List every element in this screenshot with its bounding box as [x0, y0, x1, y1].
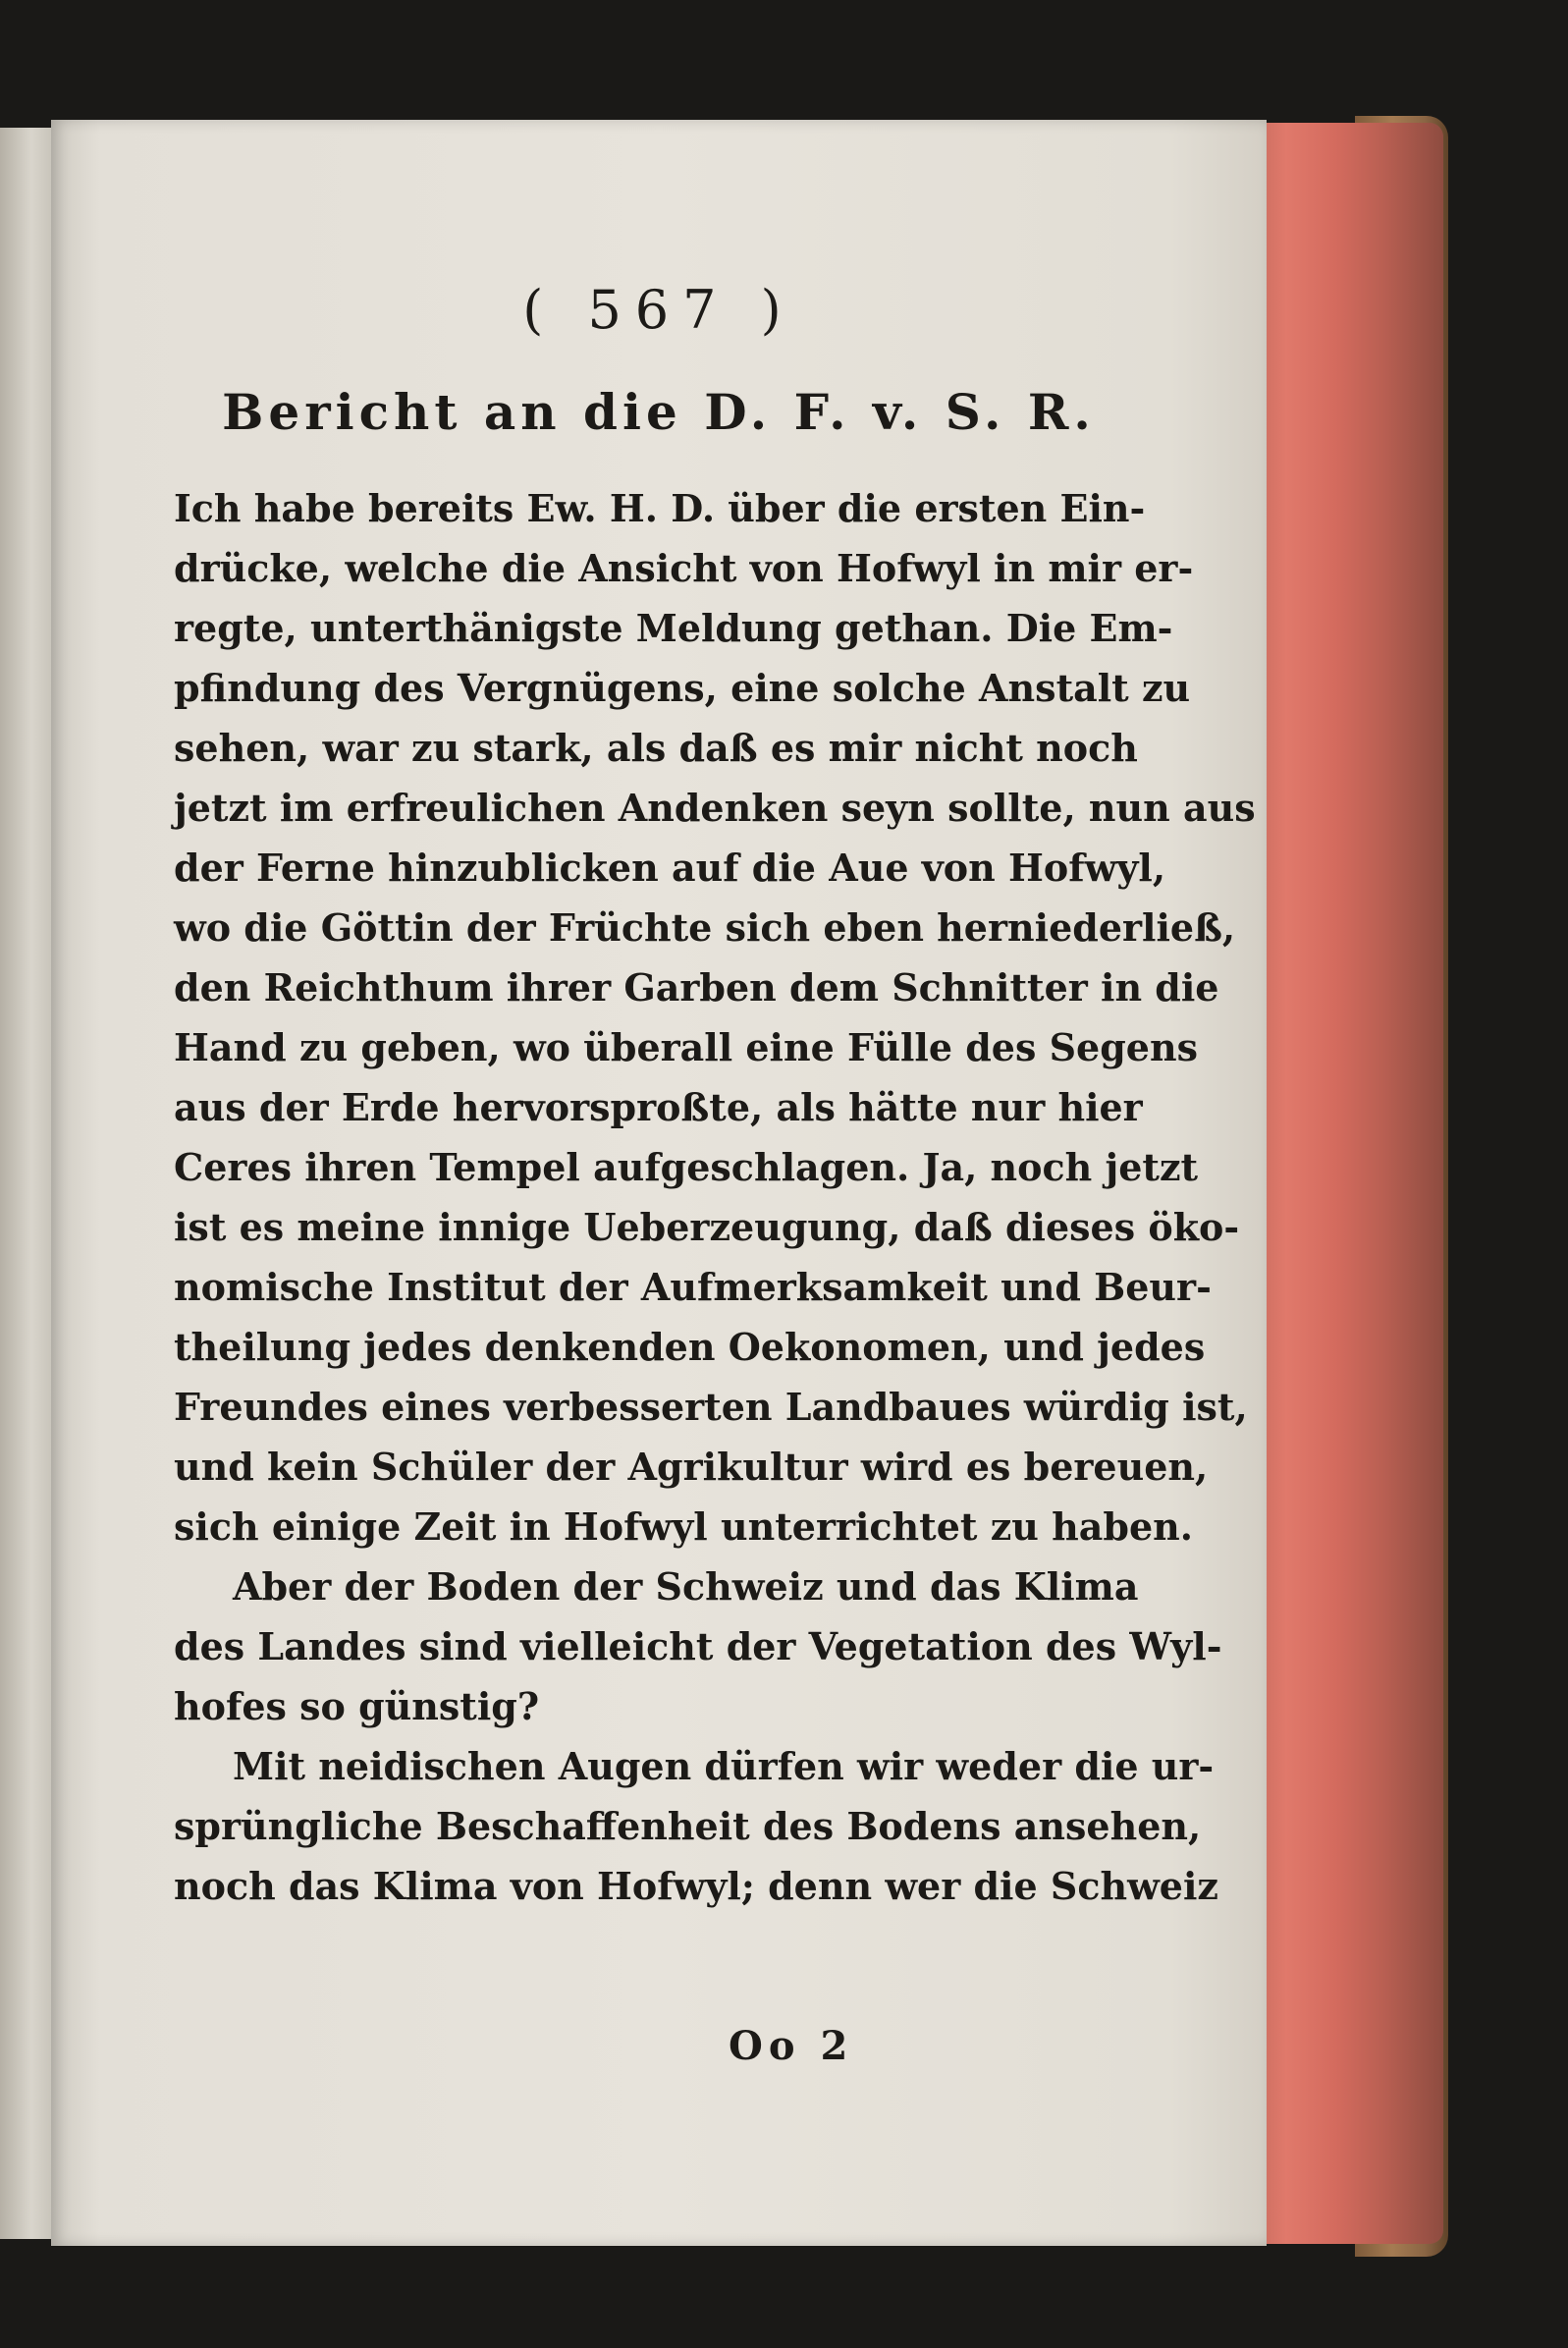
text-line: noch das Klima von Hofwyl; denn wer die Schweiz: [174, 1864, 1218, 1908]
page-number-header: ( 567 ): [522, 279, 795, 341]
text-line: Hand zu geben, wo überall eine Fülle des Segens: [174, 1025, 1198, 1069]
text-line: jetzt im erfreulichen Andenken seyn sollte, nun aus: [174, 786, 1256, 830]
text-line: Mit neidischen Augen dürfen wir weder die ur-: [233, 1744, 1215, 1788]
body-text: [174, 478, 1256, 1916]
text-line: des Landes sind vielleicht der Vegetation des Wyl-: [174, 1624, 1222, 1668]
section-title: Bericht an die D. F. v. S. R.: [222, 383, 1096, 441]
text-line: und kein Schüler der Agrikultur wird es bereuen,: [174, 1445, 1209, 1489]
text-line: Aber der Boden der Schweiz und das Klima: [233, 1564, 1139, 1609]
page-fore-edge: [1247, 123, 1443, 2244]
text-line: der Ferne hinzublicken auf die Aue von Hofwyl,: [174, 846, 1166, 890]
text-line: ist es meine innige Ueberzeugung, daß dieses öko-: [174, 1205, 1240, 1249]
text-line: theilung jedes denkenden Oekonomen, und jedes: [174, 1325, 1206, 1369]
text-line: regte, unterthänigste Meldung gethan. Die Em-: [174, 606, 1173, 650]
text-line: Ich habe bereits Ew. H. D. über die ersten Ein-: [174, 486, 1146, 530]
text-line: Freundes eines verbesserten Landbaues würdig ist,: [174, 1385, 1248, 1429]
text-line: wo die Göttin der Früchte sich eben herniederließ,: [174, 905, 1236, 950]
text-line: drücke, welche die Ansicht von Hofwyl in mir er-: [174, 546, 1194, 590]
signature-mark: Oo 2: [729, 2023, 854, 2069]
text-line: Ceres ihren Tempel aufgeschlagen. Ja, noch jetzt: [174, 1145, 1199, 1189]
text-line: sehen, war zu stark, als daß es mir nicht noch: [174, 726, 1138, 770]
text-line: hofes so günstig?: [174, 1684, 540, 1728]
text-line: sich einige Zeit in Hofwyl unterrichtet zu haben.: [174, 1504, 1193, 1549]
text-line: nomische Institut der Aufmerksamkeit und Beur-: [174, 1265, 1212, 1309]
text-line: aus der Erde hervorsproßte, als hätte nur hier: [174, 1085, 1143, 1129]
text-line: sprüngliche Beschaffenheit des Bodens ansehen,: [174, 1804, 1202, 1848]
previous-page-edge: [0, 128, 59, 2239]
text-line: pfindung des Vergnügens, eine solche Anstalt zu: [174, 666, 1191, 710]
book-page: [51, 120, 1267, 2246]
text-line: den Reichthum ihrer Garben dem Schnitter in die: [174, 965, 1219, 1010]
